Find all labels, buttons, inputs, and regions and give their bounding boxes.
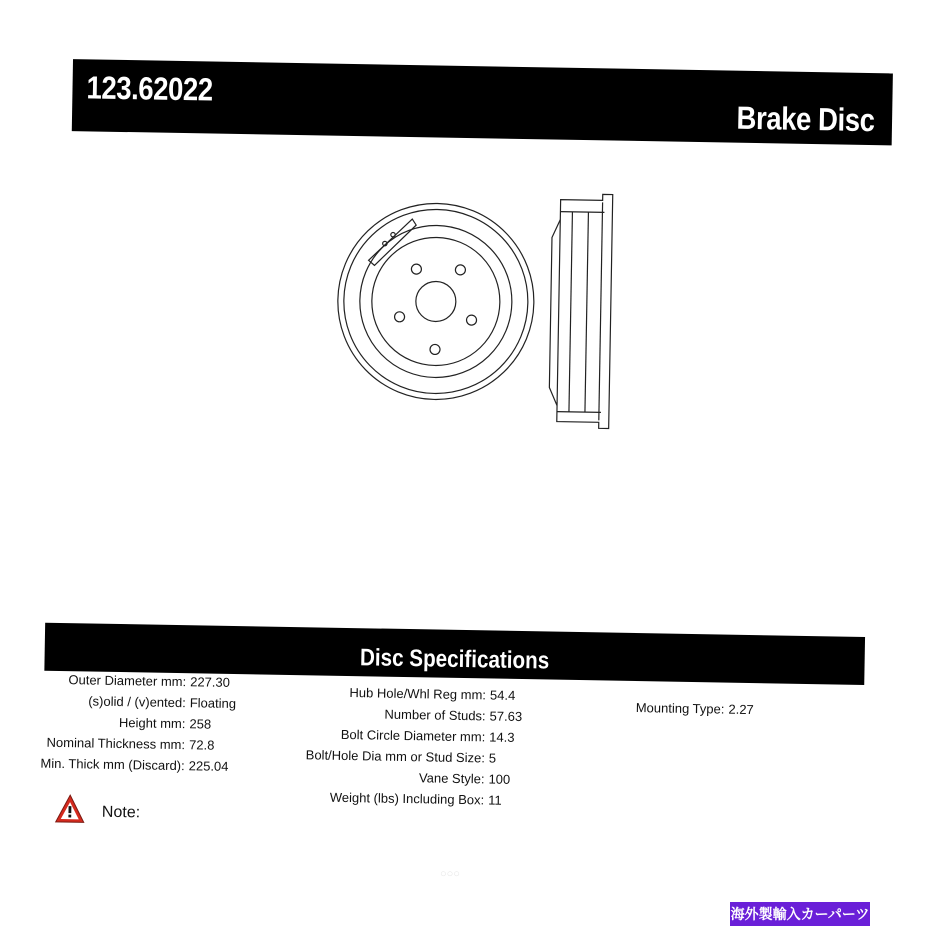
stud-hole [455,265,465,275]
seller-badge: 海外製輸入カーパーツ [730,902,870,926]
spec-value: Floating [189,695,237,712]
note-label: Note: [101,803,141,822]
spec-column-1 [35,669,337,779]
spec-row [636,697,836,721]
spec-label: Number of Studs: [384,706,486,724]
stud-hole [430,344,440,354]
spec-label: Height mm: [118,715,186,732]
spec-value: 225.04 [188,758,229,774]
spec-value: 54.4 [489,687,516,703]
stud-hole [394,312,404,322]
spec-value: 2.27 [728,701,754,718]
center-bore [416,281,457,322]
spec-label: Min. Thick mm (Discard): [40,755,185,774]
disc-hat-edge [371,236,501,366]
stud-hole [411,264,421,274]
document-type: Brake Disc [735,99,875,139]
disc-outer-rim [336,202,535,401]
spec-label: Hub Hole/Whl Reg mm: [349,685,487,703]
faint-logo-watermark: ○○○ [440,868,460,880]
warning-triangle-icon [54,793,87,826]
stud-hole [466,315,476,325]
specifications-title: Disc Specifications [359,644,550,675]
spec-column-2 [294,681,576,812]
disc-side-profile [549,193,613,428]
spec-value: 227.30 [190,674,231,690]
note-section [54,793,141,831]
spec-value: 100 [488,771,511,787]
spec-value: 14.3 [489,729,515,745]
spec-value: 258 [189,716,212,732]
spec-value: 57.63 [489,708,523,725]
disc-rim-inner [342,208,529,395]
spec-value: 11 [488,792,502,808]
spec-label: Bolt Circle Diameter mm: [340,726,486,745]
spec-label: Weight (lbs) Including Box: [329,789,485,808]
small-hole [391,232,395,236]
part-number: 123.62022 [86,69,214,108]
spec-value: 72.8 [188,737,215,753]
spec-label: Nominal Thickness mm: [46,734,186,753]
spec-label: Vane Style: [418,770,485,787]
spec-column-3 [636,697,836,721]
spec-value: 5 [488,750,497,766]
spec-label: Bolt/Hole Dia mm or Stud Size: [305,747,486,766]
spec-label: Mounting Type: [635,700,725,717]
spec-label: Outer Diameter mm: [68,672,187,690]
drum-slot [368,218,416,266]
spec-label: (s)olid / (v)ented: [88,693,186,711]
